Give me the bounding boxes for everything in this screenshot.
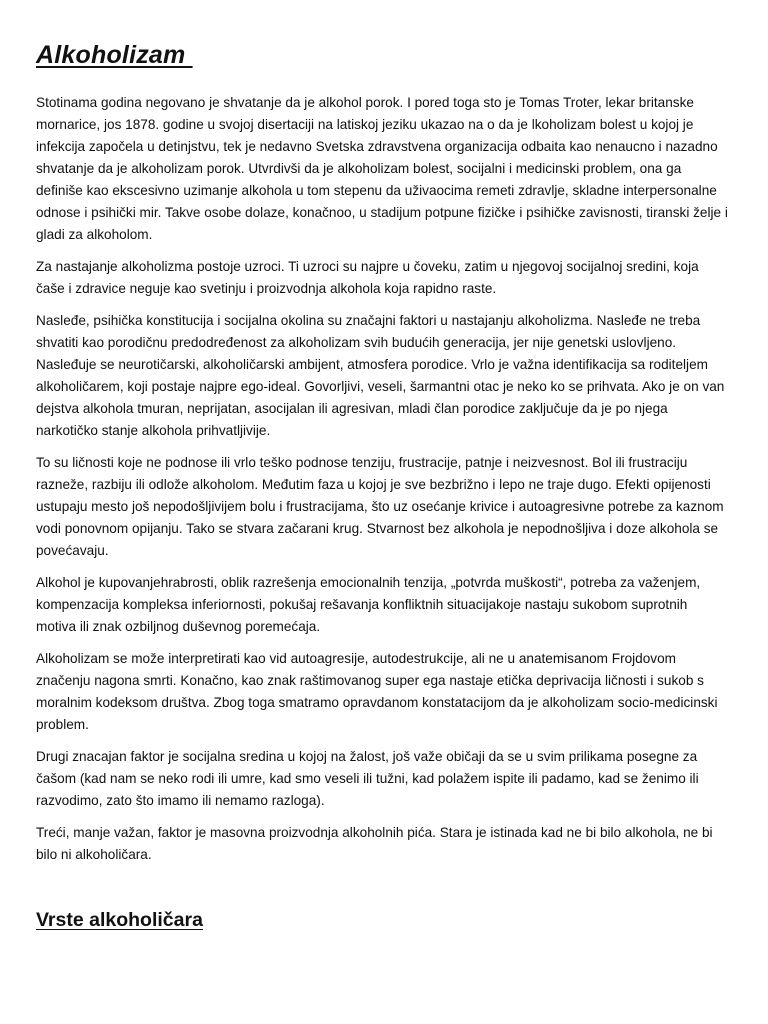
- paragraph-social-environment: Drugi znacajan faktor je socijalna sredina u kojoj na žalost, još važe običaji da se u svim prilikama posegne za čašom (kad nam se neko rodi ili umre, kad smo veseli ili tužni, kad polažem ispite ili padamo, kad se ženimo ili razvodimo, zato što imamo ili nemamo razloga).: [36, 749, 699, 808]
- paragraph-autoaggression: Alkoholizam se može interpretirati kao vid autoagresije, autodestrukcije, ali ne u anatemisanom Frojdovom značenju nagona smrti. Konačno, kao znak raštimovanog super ega nastaje etička deprivacija ličnosti i sukob s moralnim kodeksom društva. Zbog toga smatramo opravdanom konstatacijom da je alkoholizam socio-medicinski problem.: [36, 651, 718, 732]
- paragraph-production: Treći, manje važan, faktor je masovna proizvodnja alkoholnih pića. Stara je istinada kad ne bi bilo alkohola, ne bi bilo ni alkoholičara.: [36, 825, 713, 862]
- document-title: Alkoholizam: [36, 41, 193, 69]
- paragraph-causes: Za nastajanje alkoholizma postoje uzroci. Ti uzroci su najpre u čoveku, zatim u njegovoj socijalnoj sredini, koja čaše i zdravice neguje kao svetinju i proizvodnja alkohola koja rapidno raste.: [36, 259, 699, 296]
- paragraph-heredity: Nasleđe, psihička konstitucija i socijalna okolina su značajni faktori u nastajanju alkoholizma. Nasleđe ne treba shvatiti kao porodičnu predodređenost za alkoholizam svih budućih generacija, jer nije genetski uslovljeno. Nasleđuje se neurotičarski, alkoholičarski ambijent, atmosfera porodice. Vrlo je važna identifikacija sa roditeljem alkoholičarem, koji postaje najpre ego-ideal. Govorljivi, veseli, šarmantni otac je neko ko se prihvata. Ako je on van dejstva alkohola tmuran, neprijatan, asocijalan ili agresivan, mladi član porodice zaključuje da je po njega narkotičko stanje alkohola prihvatljivije.: [36, 313, 725, 438]
- paragraph-personality: To su ličnosti koje ne podnose ili vrlo teško podnose tenziju, frustracije, patnje i neizvesnost. Bol ili frustraciju razneže, razbiju ili odlože alkoholom. Međutim faza u kojoj je sve bezbrižno i lepo ne traje dugo. Efekti opijenosti ustupaju mesto još nepodošljivijem bolu i frustracijama, što uz osećanje krivice i autoagresivne potrebe za kaznom vodi ponovnom opijanju. Tako se stvara začarani krug. Stvarnost bez alkohola je nepodnošljiva i doze alkohola se povećavaju.: [36, 455, 724, 558]
- section-heading-types: Vrste alkoholičara: [36, 909, 203, 931]
- paragraph-courage: Alkohol je kupovanjehrabrosti, oblik razrešenja emocionalnih tenzija, „potvrda muškosti“, potreba za važenjem, kompenzacija kompleksa inferiornosti, pokušaj rešavanja konfliktnih situacijakoje nastaju sukobom suprotnih motiva ili znak ozbiljnog duševnog poremećaja.: [36, 575, 701, 634]
- paragraph-definition: Stotinama godina negovano je shvatanje da je alkohol porok. I pored toga sto je Tomas Troter, lekar britanske mornarice, jos 1878. godine u svojoj disertaciji na latiskoj jeziku ukazao na o da je lkoholizam bolest u kojoj je infekcija započela u detinjstvu, tek je nedavno Svetska zdravstvena organizacija odbaita kao nenaucno i nazadno shvatanje da je alkoholizam porok. Utvrdivši da je alkoholizam bolest, socijalni i medicinski problem, ona ga definiše kao ekscesivno uzimanje alkohola u tom stepenu da uživaocima remeti zdravlje, skladne interpersonalne odnose i psihički mir. Takve osobe dolaze, konačnoo, u stadijum potpune fizičke i psihičke zavisnosti, tiranski želje i gladi za alkoholom.: [36, 95, 728, 242]
